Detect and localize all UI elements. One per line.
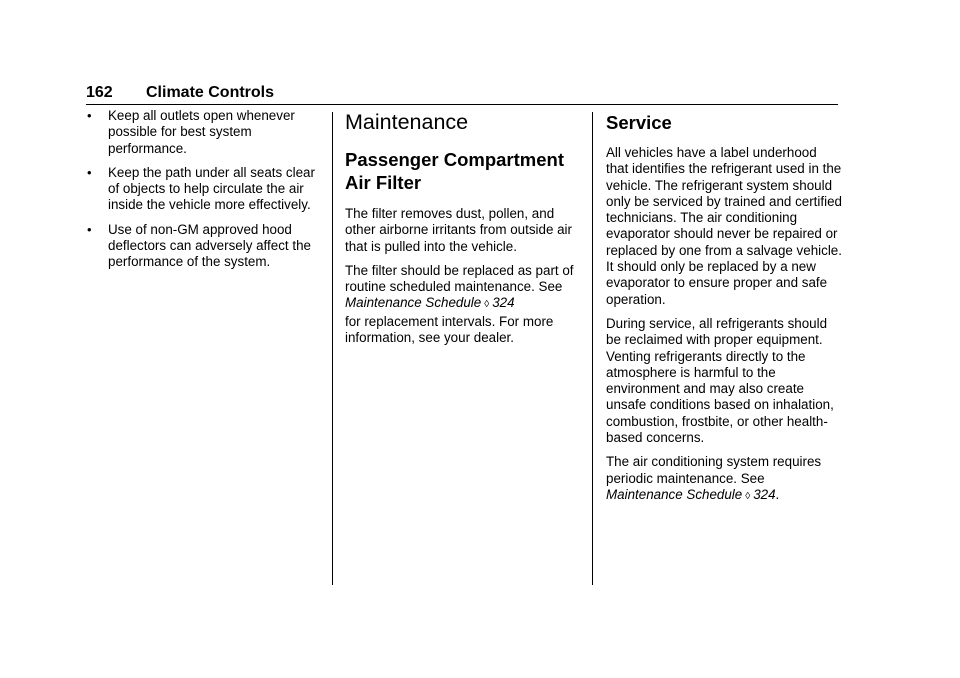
service-paragraph-1	[606, 145, 842, 308]
bullet-icon: •	[87, 108, 92, 123]
page-number: 162	[86, 84, 113, 101]
bullet-list	[86, 108, 318, 271]
section-title: Climate Controls	[146, 84, 275, 101]
air-filter-subheading: Passenger Compartment Air Filter	[345, 149, 564, 193]
page-reference[interactable]: 324	[492, 295, 515, 311]
column-1	[86, 108, 318, 279]
maintenance-schedule-link[interactable]: Maintenance Schedule	[606, 486, 743, 502]
paragraph-text: The filter should be replaced as part of routine scheduled maintenance. See	[345, 262, 574, 295]
paragraph-text: It should only be replaced by a new evaporator to ensure proper and safe operation.	[606, 259, 828, 307]
air-filter-paragraph-1: The filter removes dust, pollen, and other airborne irritants from outside air that is pulled into the vehicle.	[345, 206, 572, 254]
paragraph-text: The air conditioning system requires periodic maintenance. See	[606, 454, 822, 486]
list-item	[86, 165, 318, 214]
column-divider-1	[332, 112, 333, 585]
column-3	[606, 108, 842, 513]
service-heading: Service	[606, 112, 672, 133]
bullet-icon: •	[87, 164, 92, 180]
bullet-text: Keep all outlets open whenever possible for best system performance.	[108, 108, 295, 156]
service-paragraph-2: During service, all refrigerants should be reclaimed with proper equipment. Venting refrigerants directly to the atmosphere is harmful to the environment and may also create unsafe conditions based on inhalation, combustion, frostbite, or other health-based concerns.	[606, 315, 834, 446]
page-header	[86, 82, 838, 105]
maintenance-schedule-link[interactable]: Maintenance Schedule	[345, 295, 482, 311]
column-2	[345, 108, 580, 354]
cross-reference-icon: ◊	[745, 490, 751, 502]
page-reference[interactable]: 324	[753, 486, 776, 502]
maintenance-heading: Maintenance	[345, 110, 469, 134]
list-item	[86, 222, 318, 271]
service-paragraph-3	[606, 454, 842, 505]
paragraph-text: for replacement intervals. For more information, see your dealer.	[345, 313, 554, 346]
list-item	[86, 108, 318, 157]
column-divider-2	[592, 112, 593, 585]
bullet-text: Use of non-GM approved hood deflectors can adversely affect the performance of the system.	[108, 221, 311, 270]
air-filter-paragraph-2	[345, 263, 580, 346]
bullet-icon: •	[87, 221, 92, 237]
bullet-text: Keep the path under all seats clear of objects to help circulate the air inside the vehicle more effectively.	[108, 164, 315, 213]
paragraph-text: All vehicles have a label underhood that identifies the refrigerant used in the vehicle. The refrigerant system should only be serviced by trained and certified technicians. The air conditioning evaporator should never be repaired or replaced by one from a salvage vehicle.	[606, 145, 842, 258]
cross-reference-icon: ◊	[484, 299, 490, 311]
period: .	[775, 486, 780, 502]
